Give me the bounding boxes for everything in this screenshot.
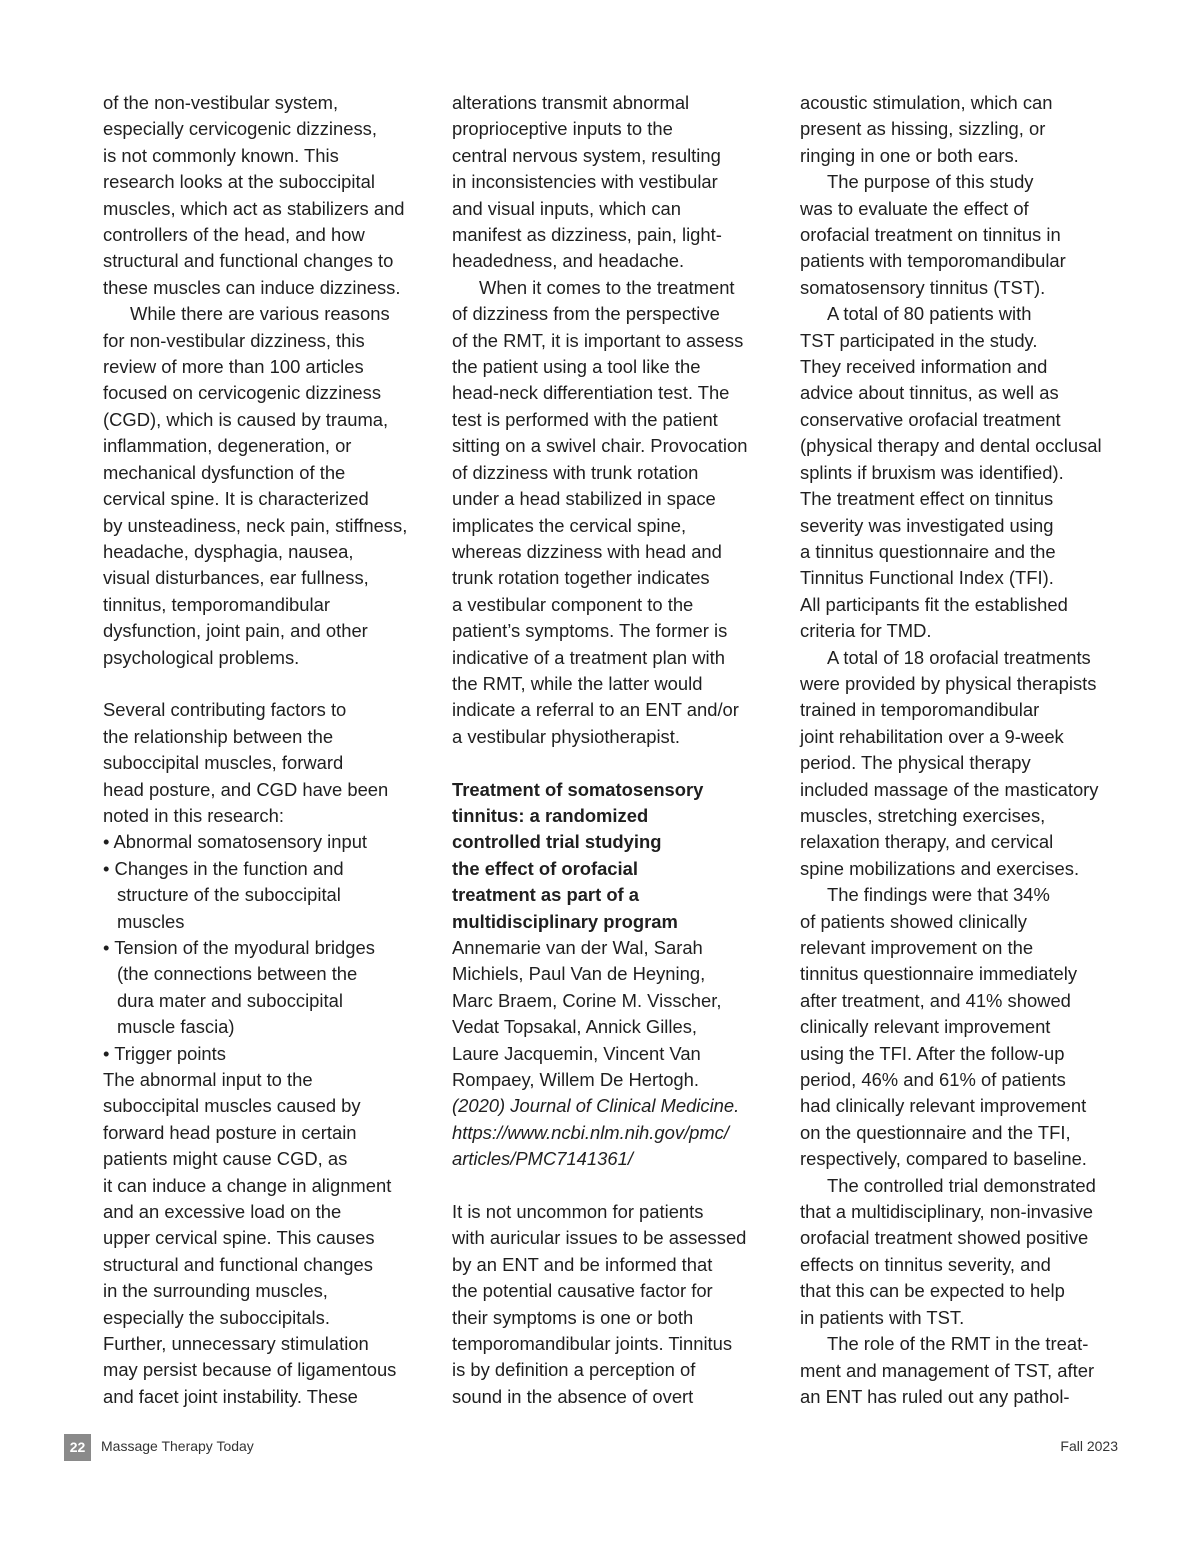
text-line: that this can be expected to help bbox=[800, 1280, 1065, 1302]
paragraph bbox=[103, 1067, 423, 1410]
text-line: effects on tinnitus severity, and bbox=[800, 1253, 1051, 1275]
text-line: that a multidisciplinary, non-invasive bbox=[800, 1201, 1094, 1223]
text-line: after treatment, and 41% showed bbox=[800, 989, 1071, 1011]
paragraph bbox=[800, 882, 1120, 1172]
text-line: by unsteadiness, neck pain, stiffness, bbox=[103, 514, 408, 536]
text-line: orofacial treatment on tinnitus in bbox=[800, 224, 1061, 246]
paragraph bbox=[800, 1173, 1120, 1331]
text-line: had clinically relevant improvement bbox=[800, 1095, 1087, 1117]
text-line: trained in temporomandibular bbox=[800, 699, 1040, 721]
text-line: trunk rotation together indicates bbox=[452, 567, 710, 589]
text-line: proprioceptive inputs to the bbox=[452, 118, 673, 140]
text-line: a vestibular physiotherapist. bbox=[452, 725, 680, 747]
text-line: sitting on a swivel chair. Provocation bbox=[452, 435, 748, 457]
text-line: criteria for TMD. bbox=[800, 620, 932, 642]
text-line: joint rehabilitation over a 9-week bbox=[800, 725, 1064, 747]
text-line: controllers of the head, and how bbox=[103, 224, 365, 246]
text-line: patient’s symptoms. The former is bbox=[452, 620, 728, 642]
text-line: It is not uncommon for patients bbox=[452, 1201, 704, 1223]
text-line: an ENT has ruled out any pathol- bbox=[800, 1385, 1070, 1407]
article-column-1 bbox=[103, 90, 423, 1410]
text-line: and facet joint instability. These bbox=[103, 1385, 358, 1407]
paragraph bbox=[452, 90, 772, 275]
text-line: forward head posture in certain bbox=[103, 1121, 357, 1143]
text-line: structural and functional changes bbox=[103, 1253, 373, 1275]
text-line: research looks at the suboccipital bbox=[103, 171, 375, 193]
citation-link[interactable]: https://www.ncbi.nlm.nih.gov/pmc/ bbox=[452, 1121, 729, 1143]
list-item-continuation: dura mater and suboccipital bbox=[117, 989, 343, 1011]
text-line: orofacial treatment showed positive bbox=[800, 1227, 1089, 1249]
paragraph-gap bbox=[103, 671, 423, 697]
text-line: They received information and bbox=[800, 356, 1048, 378]
text-line: whereas dizziness with head and bbox=[452, 540, 722, 562]
text-line: was to evaluate the effect of bbox=[800, 197, 1029, 219]
text-line: implicates the cervical spine, bbox=[452, 514, 687, 536]
text-line: it can induce a change in alignment bbox=[103, 1174, 392, 1196]
text-line: patients with temporomandibular bbox=[800, 250, 1066, 272]
paragraph bbox=[800, 1331, 1120, 1410]
heading-line: Treatment of somatosensory bbox=[452, 778, 704, 800]
text-line: When it comes to the treatment bbox=[479, 276, 735, 298]
heading-line: tinnitus: a randomized bbox=[452, 804, 649, 826]
text-line: The treatment effect on tinnitus bbox=[800, 488, 1054, 510]
text-line: test is performed with the patient bbox=[452, 408, 718, 430]
text-line: of patients showed clinically bbox=[800, 910, 1027, 932]
text-line: the RMT, while the latter would bbox=[452, 672, 703, 694]
text-line: suboccipital muscles caused by bbox=[103, 1095, 361, 1117]
paragraph bbox=[800, 645, 1120, 883]
text-line: head-neck differentiation test. The bbox=[452, 382, 730, 404]
text-line: muscles, stretching exercises, bbox=[800, 804, 1046, 826]
page-number: 22 bbox=[64, 1434, 91, 1461]
text-line: may persist because of ligamentous bbox=[103, 1359, 397, 1381]
text-line: headache, dysphagia, nausea, bbox=[103, 540, 354, 562]
paragraph bbox=[103, 697, 423, 829]
text-line: upper cervical spine. This causes bbox=[103, 1227, 375, 1249]
text-line: were provided by physical therapists bbox=[800, 672, 1097, 694]
list-item-continuation: structure of the suboccipital bbox=[117, 884, 341, 906]
text-line: Several contributing factors to bbox=[103, 699, 347, 721]
text-line: manifest as dizziness, pain, light- bbox=[452, 224, 722, 246]
text-line: indicative of a treatment plan with bbox=[452, 646, 725, 668]
paragraph-gap bbox=[452, 750, 772, 776]
text-line: clinically relevant improvement bbox=[800, 1016, 1051, 1038]
article-column-3 bbox=[800, 90, 1120, 1410]
text-line: A total of 80 patients with bbox=[827, 303, 1032, 325]
publication-name: Massage Therapy Today bbox=[101, 1438, 254, 1454]
author-list bbox=[452, 935, 772, 1093]
text-line: acoustic stimulation, which can bbox=[800, 92, 1053, 113]
text-line: especially cervicogenic dizziness, bbox=[103, 118, 377, 140]
text-line: A total of 18 orofacial treatments bbox=[827, 646, 1091, 668]
text-line: suboccipital muscles, forward bbox=[103, 752, 344, 774]
text-line: a tinnitus questionnaire and the bbox=[800, 540, 1056, 562]
text-line: of dizziness from the perspective bbox=[452, 303, 720, 325]
text-line: Further, unnecessary stimulation bbox=[103, 1333, 369, 1355]
text-line: The purpose of this study bbox=[827, 171, 1034, 193]
text-line: the relationship between the bbox=[103, 725, 334, 747]
text-line: included massage of the masticatory bbox=[800, 778, 1099, 800]
text-line: using the TFI. After the follow-up bbox=[800, 1042, 1065, 1064]
citation bbox=[452, 1093, 772, 1172]
text-line: headedness, and headache. bbox=[452, 250, 685, 272]
text-line: All participants fit the established bbox=[800, 593, 1068, 615]
heading-line: multidisciplinary program bbox=[452, 910, 678, 932]
author-line: Laure Jacquemin, Vincent Van bbox=[452, 1042, 701, 1064]
citation-link[interactable]: articles/PMC7141361/ bbox=[452, 1148, 633, 1170]
text-line: structural and functional changes to bbox=[103, 250, 394, 272]
text-line: focused on cervicogenic dizziness bbox=[103, 382, 382, 404]
text-line: a vestibular component to the bbox=[452, 593, 694, 615]
paragraph bbox=[103, 90, 423, 301]
list-item-continuation: muscle fascia) bbox=[117, 1016, 235, 1038]
text-line: in inconsistencies with vestibular bbox=[452, 171, 718, 193]
text-line: mechanical dysfunction of the bbox=[103, 461, 346, 483]
text-line: for non-vestibular dizziness, this bbox=[103, 329, 365, 351]
text-line: sound in the absence of overt bbox=[452, 1385, 694, 1407]
text-line: and an excessive load on the bbox=[103, 1201, 342, 1223]
list-item: • Tension of the myodural bridges bbox=[103, 936, 375, 958]
text-line: by an ENT and be informed that bbox=[452, 1253, 713, 1275]
text-line: advice about tinnitus, as well as bbox=[800, 382, 1059, 404]
text-line: under a head stabilized in space bbox=[452, 488, 716, 510]
text-line: Tinnitus Functional Index (TFI). bbox=[800, 567, 1054, 589]
text-line: of the non-vestibular system, bbox=[103, 92, 339, 113]
paragraph bbox=[800, 90, 1120, 169]
text-line: (physical therapy and dental occlusal bbox=[800, 435, 1102, 457]
text-line: period, 46% and 61% of patients bbox=[800, 1069, 1066, 1091]
text-line: relevant improvement on the bbox=[800, 937, 1034, 958]
text-line: (CGD), which is caused by trauma, bbox=[103, 408, 389, 430]
text-line: in patients with TST. bbox=[800, 1306, 965, 1328]
issue-label: Fall 2023 bbox=[1060, 1438, 1118, 1454]
text-line: noted in this research: bbox=[103, 804, 284, 826]
author-line: Annemarie van der Wal, Sarah bbox=[452, 936, 703, 958]
text-line: especially the suboccipitals. bbox=[103, 1306, 330, 1328]
text-line: is by definition a perception of bbox=[452, 1359, 696, 1381]
text-line: cervical spine. It is characterized bbox=[103, 488, 369, 510]
heading-line: controlled trial studying bbox=[452, 831, 662, 853]
list-item-continuation: muscles bbox=[117, 910, 185, 932]
text-line: tinnitus, temporomandibular bbox=[103, 593, 330, 615]
text-line: dysfunction, joint pain, and other bbox=[103, 620, 368, 642]
author-line: Rompaey, Willem De Hertogh. bbox=[452, 1069, 699, 1091]
text-line: of dizziness with trunk rotation bbox=[452, 461, 699, 483]
text-line: relaxation therapy, and cervical bbox=[800, 831, 1054, 853]
text-line: respectively, compared to baseline. bbox=[800, 1148, 1087, 1170]
text-line: tinnitus questionnaire immediately bbox=[800, 963, 1078, 985]
text-line: review of more than 100 articles bbox=[103, 356, 364, 378]
text-line: The role of the RMT in the treat- bbox=[827, 1333, 1089, 1355]
citation-line: (2020) Journal of Clinical Medicine. bbox=[452, 1095, 740, 1117]
text-line: temporomandibular joints. Tinnitus bbox=[452, 1333, 733, 1355]
text-line: present as hissing, sizzling, or bbox=[800, 118, 1046, 140]
text-line: ment and management of TST, after bbox=[800, 1359, 1095, 1381]
text-line: of the RMT, it is important to assess bbox=[452, 329, 744, 351]
author-line: Marc Braem, Corine M. Visscher, bbox=[452, 989, 722, 1011]
article-column-2 bbox=[452, 90, 772, 1410]
text-line: severity was investigated using bbox=[800, 514, 1054, 536]
text-line: The findings were that 34% bbox=[827, 884, 1050, 906]
text-line: on the questionnaire and the TFI, bbox=[800, 1121, 1071, 1143]
paragraph-gap bbox=[452, 1173, 772, 1199]
text-line: somatosensory tinnitus (TST). bbox=[800, 276, 1046, 298]
text-line: indicate a referral to an ENT and/or bbox=[452, 699, 739, 721]
section-heading bbox=[452, 777, 772, 935]
text-line: splints if bruxism was identified). bbox=[800, 461, 1064, 483]
text-line: alterations transmit abnormal bbox=[452, 92, 690, 113]
paragraph bbox=[800, 169, 1120, 301]
list-item: • Abnormal somatosensory input bbox=[103, 831, 368, 853]
text-line: the patient using a tool like the bbox=[452, 356, 701, 378]
text-line: conservative orofacial treatment bbox=[800, 408, 1061, 430]
text-line: While there are various reasons bbox=[130, 303, 390, 325]
paragraph bbox=[800, 301, 1120, 644]
text-line: and visual inputs, which can bbox=[452, 197, 681, 219]
text-line: central nervous system, resulting bbox=[452, 144, 721, 166]
heading-line: the effect of orofacial bbox=[452, 857, 638, 879]
text-line: spine mobilizations and exercises. bbox=[800, 857, 1080, 879]
text-line: ringing in one or both ears. bbox=[800, 144, 1019, 166]
text-line: patients might cause CGD, as bbox=[103, 1148, 348, 1170]
list-item-continuation: (the connections between the bbox=[117, 963, 358, 985]
text-line: muscles, which act as stabilizers and bbox=[103, 197, 405, 219]
paragraph bbox=[103, 301, 423, 671]
text-line: period. The physical therapy bbox=[800, 752, 1031, 774]
paragraph bbox=[452, 1199, 772, 1410]
text-line: the potential causative factor for bbox=[452, 1280, 713, 1302]
text-line: head posture, and CGD have been bbox=[103, 778, 389, 800]
text-line: visual disturbances, ear fullness, bbox=[103, 567, 369, 589]
author-line: Michiels, Paul Van de Heyning, bbox=[452, 963, 706, 985]
text-line: these muscles can induce dizziness. bbox=[103, 276, 401, 298]
text-line: psychological problems. bbox=[103, 646, 300, 668]
text-line: with auricular issues to be assessed bbox=[452, 1227, 747, 1249]
list-item: • Trigger points bbox=[103, 1042, 226, 1064]
bullet-list bbox=[103, 829, 423, 1067]
text-line: is not commonly known. This bbox=[103, 144, 339, 166]
list-item: • Changes in the function and bbox=[103, 857, 344, 879]
text-line: The abnormal input to the bbox=[103, 1069, 313, 1091]
paragraph bbox=[452, 275, 772, 750]
text-line: inflammation, degeneration, or bbox=[103, 435, 352, 457]
text-line: The controlled trial demonstrated bbox=[827, 1174, 1096, 1196]
text-line: their symptoms is one or both bbox=[452, 1306, 694, 1328]
author-line: Vedat Topsakal, Annick Gilles, bbox=[452, 1016, 698, 1038]
text-line: TST participated in the study. bbox=[800, 329, 1038, 351]
text-line: in the surrounding muscles, bbox=[103, 1280, 328, 1302]
heading-line: treatment as part of a bbox=[452, 884, 640, 906]
